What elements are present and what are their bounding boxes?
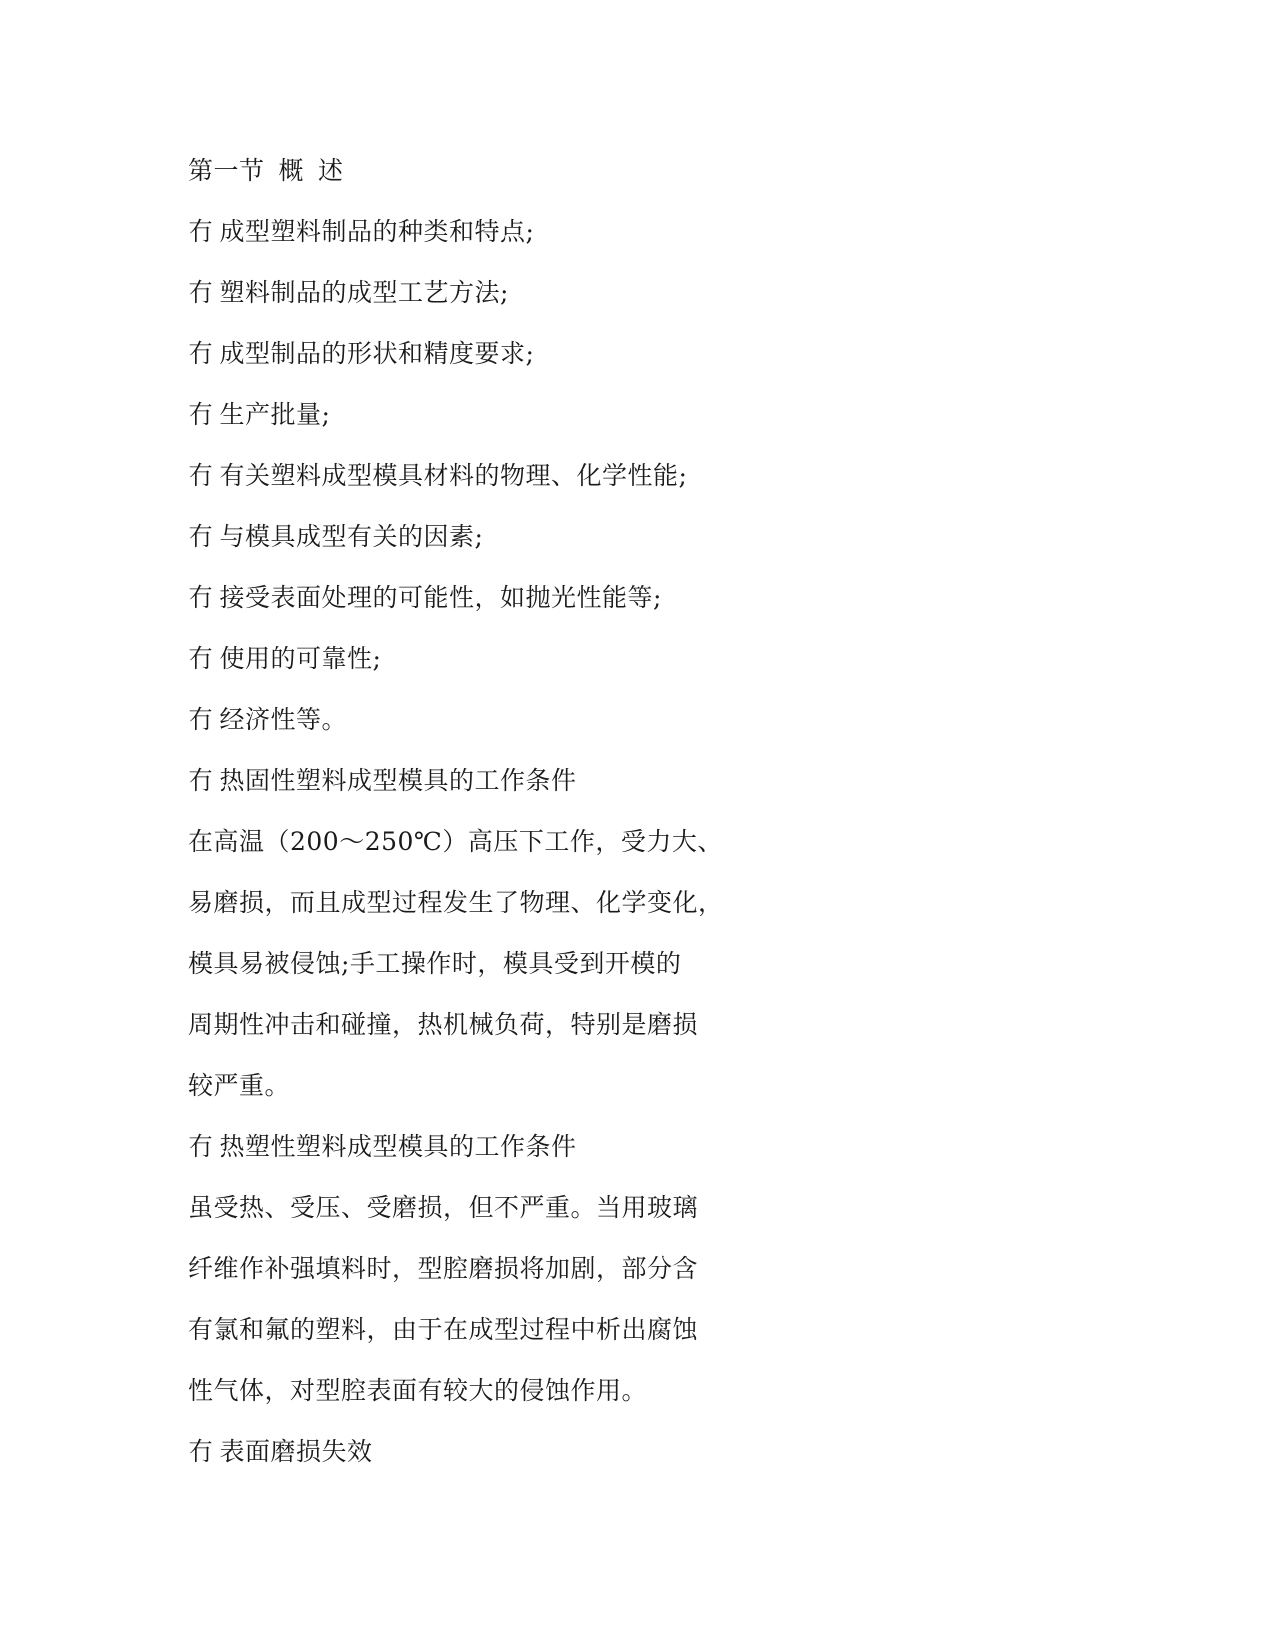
line-text: 较严重。 (188, 1071, 291, 1100)
bullet-glyph: 冇 (188, 400, 214, 429)
line-text: 成型制品的形状和精度要求; (219, 339, 535, 368)
bullet-glyph: 冇 (188, 644, 214, 673)
bullet-glyph: 冇 (188, 1437, 214, 1466)
section-title-word-1: 概 (278, 156, 305, 185)
bullet-glyph: 冇 (188, 766, 214, 795)
text-line (188, 872, 748, 933)
text-line (188, 1360, 748, 1421)
line-text: 接受表面处理的可能性，如抛光性能等; (219, 583, 662, 612)
bullet-line (188, 567, 748, 628)
line-text: 周期性冲击和碰撞，热机械负荷，特别是磨损 (188, 1010, 699, 1039)
bullet-glyph: 冇 (188, 217, 214, 246)
document-page (188, 140, 748, 1482)
bullet-glyph: 冇 (188, 583, 214, 612)
line-text: 热固性塑料成型模具的工作条件 (219, 766, 577, 795)
line-text: 性气体，对型腔表面有较大的侵蚀作用。 (188, 1376, 648, 1405)
bullet-glyph: 冇 (188, 1132, 214, 1161)
text-line (188, 811, 748, 872)
text-line (188, 933, 748, 994)
line-text: 有氯和氟的塑料，由于在成型过程中析出腐蚀 (188, 1315, 699, 1344)
line-text: 与模具成型有关的因素; (219, 522, 484, 551)
bullet-glyph: 冇 (188, 461, 214, 490)
section-title-word-2: 述 (318, 156, 344, 185)
line-text: 使用的可靠性; (219, 644, 382, 673)
bullet-glyph: 冇 (188, 278, 214, 307)
line-text: 生产批量; (219, 400, 331, 429)
bullet-line (188, 750, 748, 811)
line-text: 虽受热、受压、受磨损，但不严重。当用玻璃 (188, 1193, 699, 1222)
line-text: 成型塑料制品的种类和特点; (219, 217, 535, 246)
text-line (188, 1055, 748, 1116)
bullet-line (188, 1421, 748, 1482)
bullet-line (188, 323, 748, 384)
section-title (188, 140, 748, 201)
bullet-line (188, 628, 748, 689)
line-text: 表面磨损失效 (219, 1437, 373, 1466)
body-lines (188, 201, 748, 1482)
text-line (188, 1238, 748, 1299)
line-text: 经济性等。 (219, 705, 348, 734)
bullet-glyph: 冇 (188, 705, 214, 734)
text-line (188, 1177, 748, 1238)
bullet-line (188, 689, 748, 750)
bullet-line (188, 201, 748, 262)
bullet-line (188, 1116, 748, 1177)
section-title-number: 第一节 (188, 156, 265, 185)
bullet-line (188, 506, 748, 567)
text-line (188, 994, 748, 1055)
bullet-glyph: 冇 (188, 339, 214, 368)
line-text: 纤维作补强填料时，型腔磨损将加剧，部分含 (188, 1254, 699, 1283)
line-text: 热塑性塑料成型模具的工作条件 (219, 1132, 577, 1161)
bullet-line (188, 262, 748, 323)
bullet-line (188, 445, 748, 506)
line-text: 易磨损，而且成型过程发生了物理、化学变化， (188, 888, 724, 917)
line-text: 在高温（200～250℃）高压下工作，受力大、 (188, 827, 723, 856)
bullet-line (188, 384, 748, 445)
bullet-glyph: 冇 (188, 522, 214, 551)
line-text: 有关塑料成型模具材料的物理、化学性能; (219, 461, 688, 490)
text-line (188, 1299, 748, 1360)
line-text: 模具易被侵蚀;手工操作时，模具受到开模的 (188, 949, 682, 978)
line-text: 塑料制品的成型工艺方法; (219, 278, 509, 307)
